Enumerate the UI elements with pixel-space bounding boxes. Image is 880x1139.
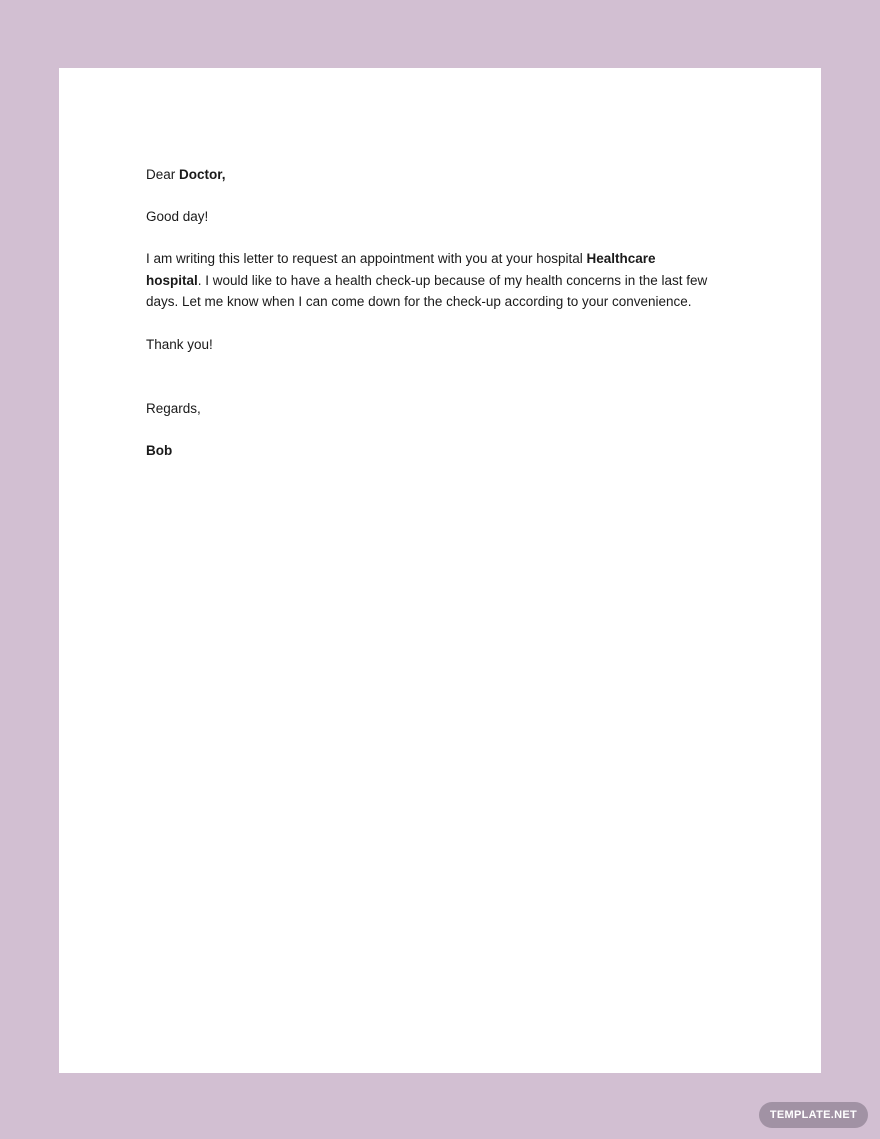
signature: Bob bbox=[146, 443, 173, 458]
body-text-1: I am writing this letter to request an appointment with you at your hospital bbox=[146, 251, 587, 266]
salutation bbox=[146, 164, 226, 186]
body-text-3: days. Let me know when I can come down for the check-up according to your convenience. bbox=[146, 294, 692, 309]
body-text-2: . I would like to have a health check-up because of my health concerns in the last few bbox=[197, 272, 708, 288]
salutation-name: Doctor, bbox=[179, 167, 226, 182]
letter-body bbox=[146, 248, 746, 313]
opening-line: Good day! bbox=[146, 209, 209, 224]
letter-page bbox=[59, 68, 821, 1073]
salutation-prefix: Dear bbox=[146, 167, 180, 182]
closing-line: Regards, bbox=[146, 401, 201, 416]
watermark-badge: TEMPLATE.NET bbox=[759, 1102, 868, 1128]
thanks-line: Thank you! bbox=[146, 337, 213, 352]
hospital-name-part2: hospital bbox=[146, 272, 198, 288]
hospital-name-part1: Healthcare bbox=[586, 251, 656, 266]
